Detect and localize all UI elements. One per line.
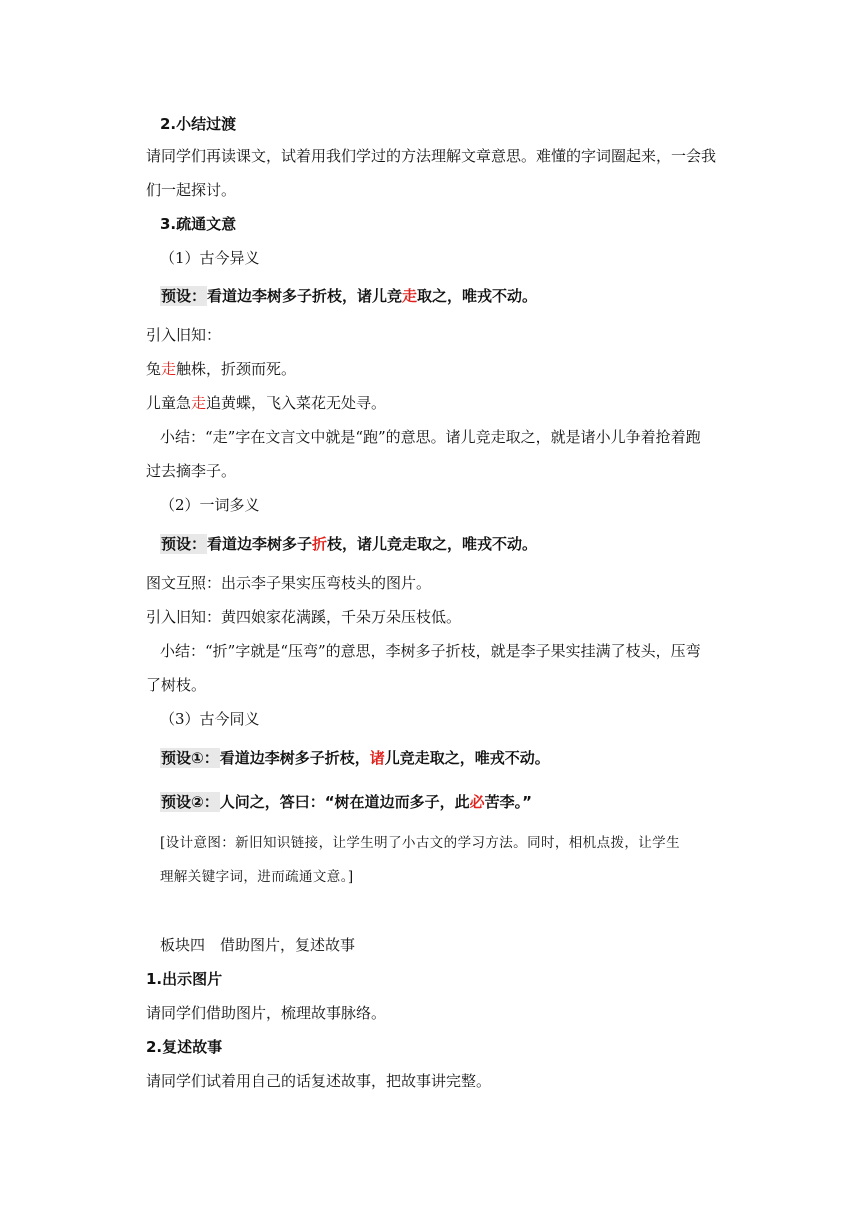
preset-tag: 预设②： — [161, 793, 219, 811]
subheading-polysemy: （2）一词多义 — [160, 496, 260, 514]
highlight-char: 走 — [161, 360, 177, 378]
summary-2-line-1: 小结：“折”字就是“压弯”的意思，李树多子折枝，就是李子果实挂满了枝头，压弯 — [160, 642, 701, 660]
design-intent-line-1: [设计意图：新旧知识链接，让学生明了小古文的学习方法。同时，相机点拨，让学生 — [160, 835, 680, 851]
design-intent-line-2: 理解关键字词，进而疏通文意。] — [160, 869, 354, 885]
preset-line-3: 预设①：看道边李树多子折枝，诸儿竞走取之，唯戎不动。 — [161, 749, 550, 767]
heading-retell-story: 2.复述故事 — [146, 1038, 223, 1056]
heading-summary-transition: 2.小结过渡 — [160, 115, 237, 133]
highlight-char: 诸 — [369, 749, 385, 767]
paragraph-reread-2: 们一起探讨。 — [146, 181, 237, 199]
intro-old-knowledge-1: 引入旧知： — [146, 326, 222, 344]
subheading-ancient-modern-diff: （1）古今异义 — [160, 249, 260, 267]
preset-line-4: 预设②：人问之，答曰：“树在道边而多子，此必苦李。” — [161, 793, 532, 811]
intro-old-knowledge-2: 引入旧知：黄四娘家花满蹊，千朵万朵压枝低。 — [146, 608, 462, 626]
example-line-2: 儿童急走追黄蝶，飞入菜花无处寻。 — [146, 394, 387, 412]
summary-2-line-2: 了树枝。 — [146, 676, 207, 694]
summary-1-line-2: 过去摘李子。 — [146, 462, 237, 480]
paragraph-retell: 请同学们试着用自己的话复述故事，把故事讲完整。 — [146, 1072, 492, 1090]
section-4-title: 板块四 借助图片，复述故事 — [160, 936, 356, 954]
paragraph-pictures: 请同学们借助图片，梳理故事脉络。 — [146, 1004, 387, 1022]
highlight-char: 必 — [469, 793, 485, 811]
example-line-1: 兔走触株，折颈而死。 — [146, 360, 297, 378]
heading-clarify-meaning: 3.疏通文意 — [160, 215, 237, 233]
highlight-char: 走 — [191, 394, 207, 412]
preset-line-1: 预设：看道边李树多子折枝，诸儿竞走取之，唯戎不动。 — [161, 287, 538, 305]
heading-show-pictures: 1.出示图片 — [146, 970, 223, 988]
subheading-same-meaning: （3）古今同义 — [160, 710, 260, 728]
picture-reference: 图文互照：出示李子果实压弯枝头的图片。 — [146, 574, 432, 592]
preset-tag: 预设： — [161, 535, 207, 553]
paragraph-reread-1: 请同学们再读课文，试着用我们学过的方法理解文章意思。难懂的字词圈起来，一会我 — [146, 147, 717, 165]
summary-1-line-1: 小结：“走”字在文言文中就是“跑”的意思。诸儿竞走取之，就是诸小儿争着抢着跑 — [160, 428, 701, 446]
preset-tag: 预设： — [161, 287, 207, 305]
highlight-char: 折 — [312, 535, 328, 553]
preset-tag: 预设①： — [161, 749, 219, 767]
preset-line-2: 预设：看道边李树多子折枝，诸儿竞走取之，唯戎不动。 — [161, 535, 538, 553]
highlight-char: 走 — [402, 287, 418, 305]
